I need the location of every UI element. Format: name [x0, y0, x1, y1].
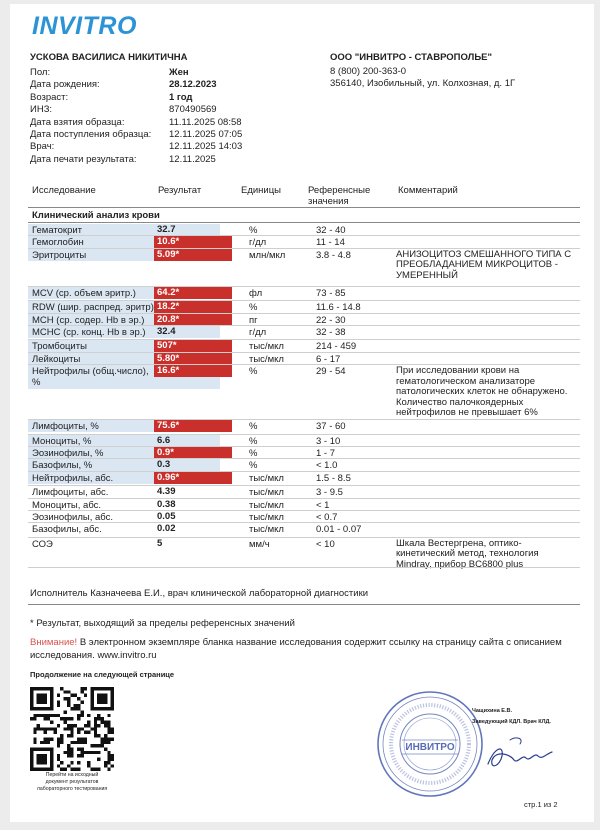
unit: тыс/мкл	[249, 487, 284, 499]
reference-range: 11.6 - 14.8	[316, 302, 361, 314]
flagged-result: 5.09*	[154, 249, 232, 261]
unit: тыс/мкл	[249, 524, 284, 536]
unit: %	[249, 460, 258, 472]
patient-field-label: Дата рождения:	[30, 79, 100, 91]
test-name: СОЭ	[32, 538, 53, 550]
test-name: Нейтрофилы (общ.число), %	[32, 366, 149, 389]
flagged-result: 507*	[154, 340, 232, 352]
signature-icon	[480, 730, 558, 780]
patient-field-label: ИНЗ:	[30, 104, 53, 116]
continued-note: Продолжение на следующей странице	[30, 670, 175, 679]
qr-caption: Перейти на исходный документ результатов лабораторного тестирования	[36, 772, 108, 792]
patient-field	[30, 141, 242, 153]
test-name: Лимфоциты, %	[32, 421, 99, 433]
signer-name: Чащихина Е.В.	[472, 708, 512, 714]
test-name: Лейкоциты	[32, 353, 81, 365]
reference-range: 1 - 7	[316, 448, 336, 459]
organization-contacts	[330, 66, 515, 91]
patient-field-value: 11.11.2025 08:58	[169, 116, 242, 128]
header-divider	[28, 207, 580, 208]
unit: мм/ч	[249, 538, 270, 550]
reference-range: 3 - 9.5	[316, 487, 343, 499]
test-name: MCV (ср. объем эритр.)	[32, 287, 136, 299]
reference-range: 32 - 40	[316, 225, 346, 236]
row-divider	[28, 522, 580, 523]
test-name: Тромбоциты	[32, 341, 87, 353]
page-number: стр.1 из 2	[524, 800, 558, 809]
patient-field-value: 870490569	[169, 104, 217, 116]
test-name: Моноциты, %	[32, 435, 92, 447]
warning-label: Внимание!	[30, 637, 78, 648]
result-value: 32.4	[157, 326, 176, 337]
invitro-logo: INVITRO	[32, 12, 137, 40]
patient-field-label: Дата поступления образца:	[30, 128, 152, 140]
section-title: Клинический анализ крови	[32, 210, 160, 221]
flagged-result: 0.9*	[154, 447, 232, 459]
comment: Шкала Вестергрена, оптико- кинетический метод, технология Mindray, прибор BC6800 plus	[396, 537, 539, 570]
comment: При исследовании крови на гематологическом анализаторе патологических клеток не обнаружено. Количество палочкоядерных нейтрофилов не превышает 6%	[396, 365, 568, 419]
comment: АНИЗОЦИТОЗ СМЕШАННОГО ТИПА С ПРЕОБЛАДАНИЕМ МИКРОЦИТОВ - УМЕРЕННЫЙ	[396, 248, 572, 281]
reference-range: < 1	[316, 499, 330, 511]
unit: млн/мкл	[249, 249, 286, 261]
result-value: 0.3	[157, 459, 171, 471]
reference-range: 214 - 459	[316, 341, 357, 353]
qr-code-icon[interactable]	[30, 687, 114, 771]
reference-range: 32 - 38	[316, 327, 346, 338]
flagged-result: 16.6*	[154, 365, 232, 377]
row-divider	[28, 485, 580, 486]
row-divider	[28, 510, 580, 511]
flagged-result: 0.96*	[154, 472, 232, 484]
unit: тыс/мкл	[249, 341, 284, 353]
test-name: RDW (шир. распред. эритр)	[32, 302, 154, 314]
patient-field-label: Дата печати результата:	[30, 153, 137, 165]
test-name: MCHC (ср. конц. Hb в эр.)	[32, 327, 146, 338]
col-header-result: Результат	[158, 185, 202, 196]
patient-info	[30, 67, 242, 166]
footnote: * Результат, выходящий за пределы референсных значений	[30, 618, 295, 629]
test-name: Лимфоциты, абс.	[32, 487, 109, 499]
test-name: Гематокрит	[32, 225, 83, 236]
reference-range: 1.5 - 8.5	[316, 472, 351, 484]
unit: %	[249, 225, 258, 236]
result-value: 5	[157, 537, 163, 549]
test-name: Эозинофилы, абс.	[32, 512, 113, 523]
result-value: 32.7	[157, 224, 176, 235]
executor-line: Исполнитель Казначеева Е.И., врач клинической лабораторной диагностики	[30, 588, 369, 599]
patient-field	[30, 117, 242, 129]
reference-range: 11 - 14	[316, 237, 345, 249]
unit: тыс/мкл	[249, 353, 284, 365]
patient-field	[30, 154, 242, 166]
organization-name: ООО "ИНВИТРО - СТАВРОПОЛЬЕ"	[330, 52, 493, 63]
patient-field-value: 12.11.2025 07:05	[169, 128, 243, 140]
patient-field	[30, 129, 242, 141]
test-name: Эритроциты	[32, 249, 87, 261]
patient-field-value: 1 год	[169, 91, 193, 103]
result-value: 0.02	[157, 523, 176, 535]
section-divider	[28, 222, 580, 223]
col-header-reference: Референсные значения	[308, 185, 371, 207]
test-name: Нейтрофилы, абс.	[32, 472, 114, 484]
flagged-result: 18.2*	[154, 301, 232, 313]
result-value: 0.05	[157, 511, 176, 522]
patient-field	[30, 92, 242, 104]
reference-range: 6 - 17	[316, 353, 341, 365]
test-name: Гемоглобин	[32, 237, 84, 249]
patient-field-label: Пол:	[30, 67, 51, 78]
row-divider	[28, 498, 580, 499]
test-name: MCH (ср. содер. Hb в эр.)	[32, 314, 145, 326]
col-header-units: Единицы	[241, 185, 282, 196]
reference-range: < 10	[316, 538, 335, 550]
unit: г/дл	[249, 237, 267, 249]
organization-address: 356140, Изобильный, ул. Колхозная, д. 1Г	[330, 78, 516, 90]
reference-range: 3 - 10	[316, 435, 341, 447]
flagged-result: 64.2*	[154, 287, 232, 299]
row-divider	[28, 567, 580, 568]
flagged-result: 20.8*	[154, 314, 232, 326]
flagged-result: 10.6*	[154, 236, 232, 248]
test-name: Моноциты, абс.	[32, 499, 102, 511]
patient-field-label: Возраст:	[30, 91, 69, 103]
patient-field	[30, 67, 242, 79]
col-header-comment: Комментарий	[398, 185, 458, 196]
signer-title: Заведующий КДЛ. Врач КЛД.	[472, 719, 551, 725]
reference-range: 29 - 54	[316, 366, 346, 378]
test-name: Эозинофилы, %	[32, 448, 104, 459]
unit: фл	[249, 287, 263, 299]
result-value: 6.6	[157, 434, 171, 446]
flagged-result: 75.6*	[154, 420, 232, 432]
unit: г/дл	[249, 327, 267, 338]
unit: %	[249, 421, 258, 433]
patient-field-label: Врач:	[30, 141, 55, 153]
result-value: 0.38	[157, 498, 176, 510]
patient-field	[30, 104, 242, 116]
patient-field-value: Жен	[169, 67, 189, 78]
patient-field-value: 28.12.2023	[169, 79, 217, 91]
unit: тыс/мкл	[249, 472, 284, 484]
patient-field-label: Дата взятия образца:	[30, 116, 125, 128]
test-name: Базофилы, %	[32, 460, 93, 472]
reference-range: < 1.0	[316, 460, 338, 472]
organization-phone: 8 (800) 200-363-0	[330, 66, 407, 77]
reference-range: < 0.7	[316, 512, 338, 523]
test-name: Базофилы, абс.	[32, 524, 102, 536]
reference-range: 73 - 85	[316, 287, 346, 299]
unit: %	[249, 366, 258, 378]
reference-range: 22 - 30	[316, 314, 346, 326]
patient-field	[30, 79, 242, 91]
lab-report-page	[10, 4, 594, 822]
unit: %	[249, 302, 258, 314]
unit: %	[249, 435, 258, 447]
warning-text: В электронном экземпляре бланка название исследования содержит ссылку на страницу сайта с описанием исследования. www.invitro.ru	[30, 637, 562, 661]
col-header-test: Исследование	[32, 185, 96, 196]
reference-range: 3.8 - 4.8	[316, 249, 351, 261]
unit: тыс/мкл	[249, 499, 284, 511]
reference-range: 37 - 60	[316, 421, 346, 433]
executor-divider	[28, 604, 580, 605]
flagged-result: 5.80*	[154, 353, 232, 365]
result-value: 4.39	[157, 486, 176, 498]
patient-field-value: 12.11.2025 14:03	[169, 141, 243, 153]
reference-range: 0.01 - 0.07	[316, 524, 362, 536]
unit: тыс/мкл	[249, 512, 284, 523]
stamp-text: ИНВИТРО	[405, 742, 455, 753]
warning-notice	[30, 637, 585, 662]
signers	[472, 706, 551, 728]
unit: пг	[249, 314, 258, 326]
patient-name: УСКОВА ВАСИЛИСА НИКИТИЧНА	[30, 52, 188, 63]
patient-field-value: 12.11.2025	[169, 153, 216, 165]
lab-stamp-icon	[376, 690, 484, 798]
unit: %	[249, 448, 258, 459]
